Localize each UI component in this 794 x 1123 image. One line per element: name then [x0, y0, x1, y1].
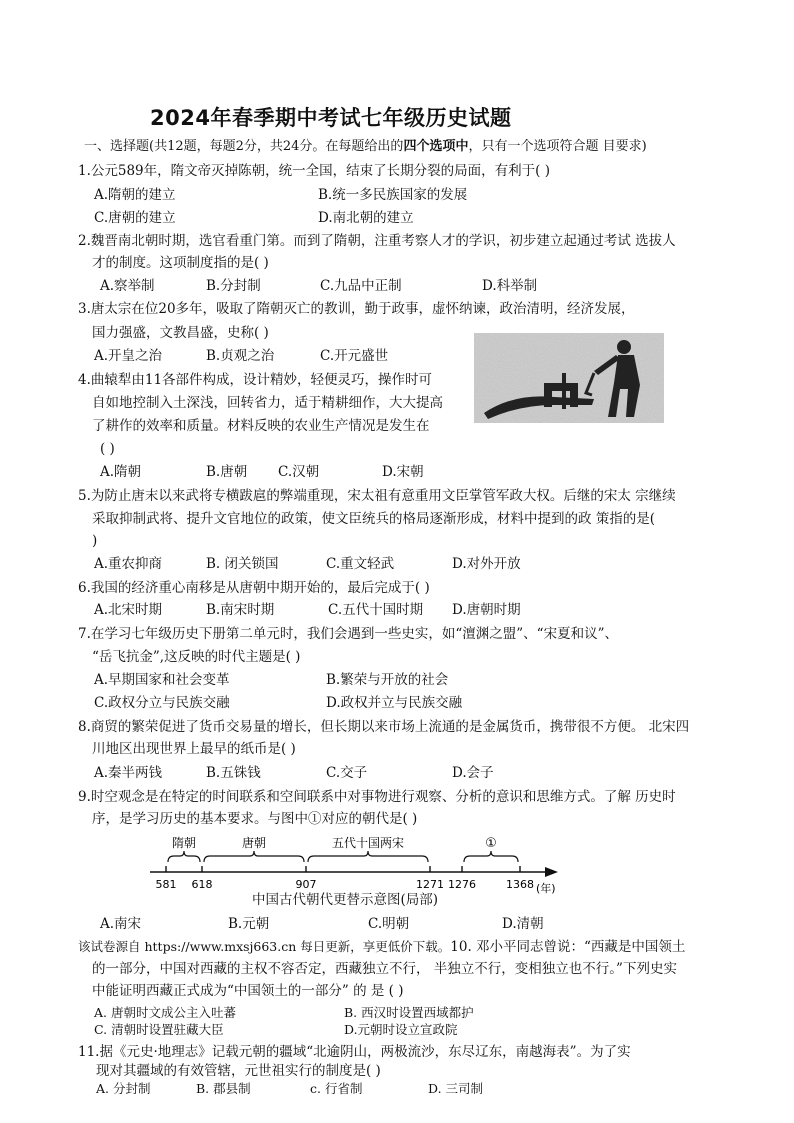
q10-stem-line2: 的一部分，中国对西藏的主权不容否定，西藏独立不行， 半独立不行，变相独立也不行。”下列史实 [92, 961, 677, 977]
q10-option-c: C. 清朝时设置驻藏大臣 [94, 1022, 224, 1037]
timeline-year-label: 907 [295, 878, 317, 891]
q8-option-b: B.五铢钱 [206, 765, 261, 781]
q10-option-a: A. 唐朝时文成公主入吐蕃 [94, 1005, 236, 1020]
q11-option-a: A. 分封制 [96, 1081, 151, 1096]
instructions-prefix: 一、选择题(共12题，每题2分，共24分。在每题给出的 [84, 139, 404, 154]
q5-option-d: D.对外开放 [452, 556, 521, 572]
q5-option-a: A.重农抑商 [94, 556, 163, 572]
q3-option-c: C.开元盛世 [320, 348, 389, 364]
q5-stem-line3: ) [92, 533, 98, 549]
plough-illustration [474, 333, 664, 423]
q3-option-a: A.开皇之治 [94, 348, 163, 364]
timeline-year-label: 618 [191, 878, 213, 891]
q11-stem-line2: 现对其疆域的有效管辖，元世祖实行的制度是( ) [96, 1063, 381, 1079]
timeline-caption: 中国古代朝代更替示意图(局部) [252, 892, 439, 908]
q3-stem-line1: 3.唐太宗在位20多年，吸取了隋朝灭亡的教训，勤于政事，虚怀纳谏，政治清明，经济发展， [78, 301, 635, 317]
timeline-period-brace [204, 851, 304, 862]
q4-stem-line1: 4.曲辕犁由11各部件构成，设计精妙，轻便灵巧，操作时可 [78, 372, 433, 388]
q9-option-d: D.清朝 [502, 916, 544, 932]
source-note: 该试卷源自 https://www.mxsj663.cn 每日更新，享更低价下载。 [78, 939, 451, 954]
q9-stem-line1: 9.时空观念是在特定的时间联系和空间联系中对事物进行观察、分析的意识和思维方式。了解 历史时 [78, 789, 676, 805]
q4-option-c: C.汉朝 [278, 464, 320, 480]
q1-option-b: B.统一多民族国家的发展 [318, 187, 468, 203]
q7-option-b: B.繁荣与开放的社会 [326, 672, 449, 688]
q1-option-d: D.南北朝的建立 [318, 210, 414, 226]
q10-option-d: D.元朝时设立宣政院 [344, 1022, 458, 1037]
q6-option-a: A.北宋时期 [94, 602, 163, 618]
q10-option-b: B. 西汉时设置西域都护 [344, 1005, 474, 1020]
timeline-period-brace [464, 851, 518, 862]
timeline-period-brace [168, 851, 200, 862]
q4-option-a: A.隋朝 [100, 464, 142, 480]
instructions-suffix: ，只有一个选项符合题 目要求) [468, 139, 647, 154]
page-title: 2024年春季期中考试七年级历史试题 [150, 106, 512, 130]
q11-option-d: D. 三司制 [428, 1081, 484, 1096]
q11-stem-line1: 11.据《元史·地理志》记载元朝的疆域“北逾阴山，两极流沙，东尽辽东，南越海表”。为了实 [78, 1044, 631, 1060]
q2-option-b: B.分封制 [206, 278, 261, 294]
q4-stem-line3: 了耕作的效率和质量。材料反映的农业生产情况是发生在 [92, 418, 430, 434]
q7-option-c: C.政权分立与民族交融 [94, 695, 230, 711]
q2-option-c: C.九品中正制 [320, 278, 402, 294]
timeline-period-label: 五代十国两宋 [331, 836, 405, 850]
q4-stem-line2: 自如地控制入土深浅，回转省力，适于精耕细作，大大提高 [92, 395, 443, 411]
timeline-year-label: 581 [155, 878, 177, 891]
timeline-year-label: 1271 [416, 878, 444, 891]
q8-stem-line2: 川地区出现世界上最早的纸币是( ) [92, 741, 296, 757]
q6-option-d: D.唐朝时期 [452, 602, 521, 618]
timeline-year-label: 1276 [448, 878, 476, 891]
q10-stem-line1: 10. 邓小平同志曾说：“西藏是中国领土 [450, 939, 686, 955]
q4-option-d: D.宋朝 [382, 464, 424, 480]
q5-stem-line2: 采取抑制武将、提升文官地位的政策，使文臣统兵的格局逐渐形成，材料中提到的政 策指的是( [92, 511, 656, 527]
q8-option-d: D.会子 [452, 765, 494, 781]
q4-option-b: B.唐朝 [206, 464, 248, 480]
q5-stem-line1: 5.为防止唐末以来武将专横跋扈的弊端重现，宋太祖有意重用文臣掌管军政大权。后继的宋太 宗继续 [78, 488, 676, 504]
timeline-arrow [545, 867, 558, 877]
farmer-head [617, 340, 631, 354]
section-instructions [84, 138, 647, 156]
q11-option-b: B. 郡县制 [196, 1081, 251, 1096]
timeline-period-brace [308, 851, 428, 862]
plough-post [562, 373, 566, 409]
q8-option-c: C.交子 [326, 765, 368, 781]
q8-option-a: A.秦半两钱 [94, 765, 163, 781]
q9-option-c: C.明朝 [368, 916, 410, 932]
q9-stem-line2: 序，是学习历史的基本要求。与图中①对应的朝代是( ) [92, 811, 418, 827]
timeline-period-label: ① [485, 836, 497, 851]
q9-option-a: A.南宋 [100, 916, 142, 932]
q5-option-b: B. 闭关锁国 [206, 556, 279, 572]
q6-stem: 6.我国的经济重心南移是从唐朝中期开始的，最后完成于( ) [78, 580, 430, 596]
instructions-emphasis: 四个选项中 [403, 139, 469, 154]
q3-stem-line2: 国力强盛，文教昌盛，史称( ) [92, 325, 269, 341]
q1-stem: 1.公元589年，隋文帝灭掉陈朝，统一全国，结束了长期分裂的局面，有利于( ) [78, 163, 550, 179]
q10-line1 [78, 938, 685, 956]
q7-option-a: A.早期国家和社会变革 [94, 672, 230, 688]
q2-stem-line2: 才的制度。这项制度指的是( ) [92, 255, 269, 271]
q6-option-b: B.南宋时期 [206, 602, 275, 618]
q5-option-c: C.重文轻武 [326, 556, 395, 572]
q6-option-c: C.五代十国时期 [328, 602, 424, 618]
q1-option-c: C.唐朝的建立 [94, 210, 176, 226]
q8-stem-line1: 8.商贸的繁荣促进了货币交易量的增长，但长期以来市场上流通的是金属货币，携带很不方便。 北宋四 [78, 719, 690, 735]
q11-option-c: c. 行省制 [310, 1081, 363, 1096]
q9-option-b: B.元朝 [228, 916, 270, 932]
q2-option-a: A.察举制 [100, 278, 155, 294]
timeline-period-label: 唐朝 [241, 836, 267, 850]
timeline-period-label: 隋朝 [171, 836, 197, 850]
q7-option-d: D.政权并立与民族交融 [326, 695, 463, 711]
q7-stem-line2: “岳飞抗金”,这反映的时代主题是( ) [92, 649, 301, 665]
q2-option-d: D.科举制 [482, 278, 538, 294]
q7-stem-line1: 7.在学习七年级历史下册第二单元时，我们会遇到一些史实，如“澶渊之盟”、“宋夏和议”、 [78, 626, 618, 642]
timeline-year-label: 1368 [506, 878, 534, 891]
timeline-unit: (年) [536, 882, 556, 895]
q4-stem-line4: ( ) [100, 441, 115, 457]
q2-stem-line1: 2.魏晋南北朝时期，选官看重门第。而到了隋朝，注重考察人才的学识，初步建立起通过考试 选拔人 [78, 233, 676, 249]
q1-option-a: A.隋朝的建立 [94, 187, 176, 203]
q10-stem-line3: 中能证明西藏正式成为“中国领土的一部分” 的 是 ( ) [92, 983, 404, 999]
q3-option-b: B.贞观之治 [206, 348, 275, 364]
